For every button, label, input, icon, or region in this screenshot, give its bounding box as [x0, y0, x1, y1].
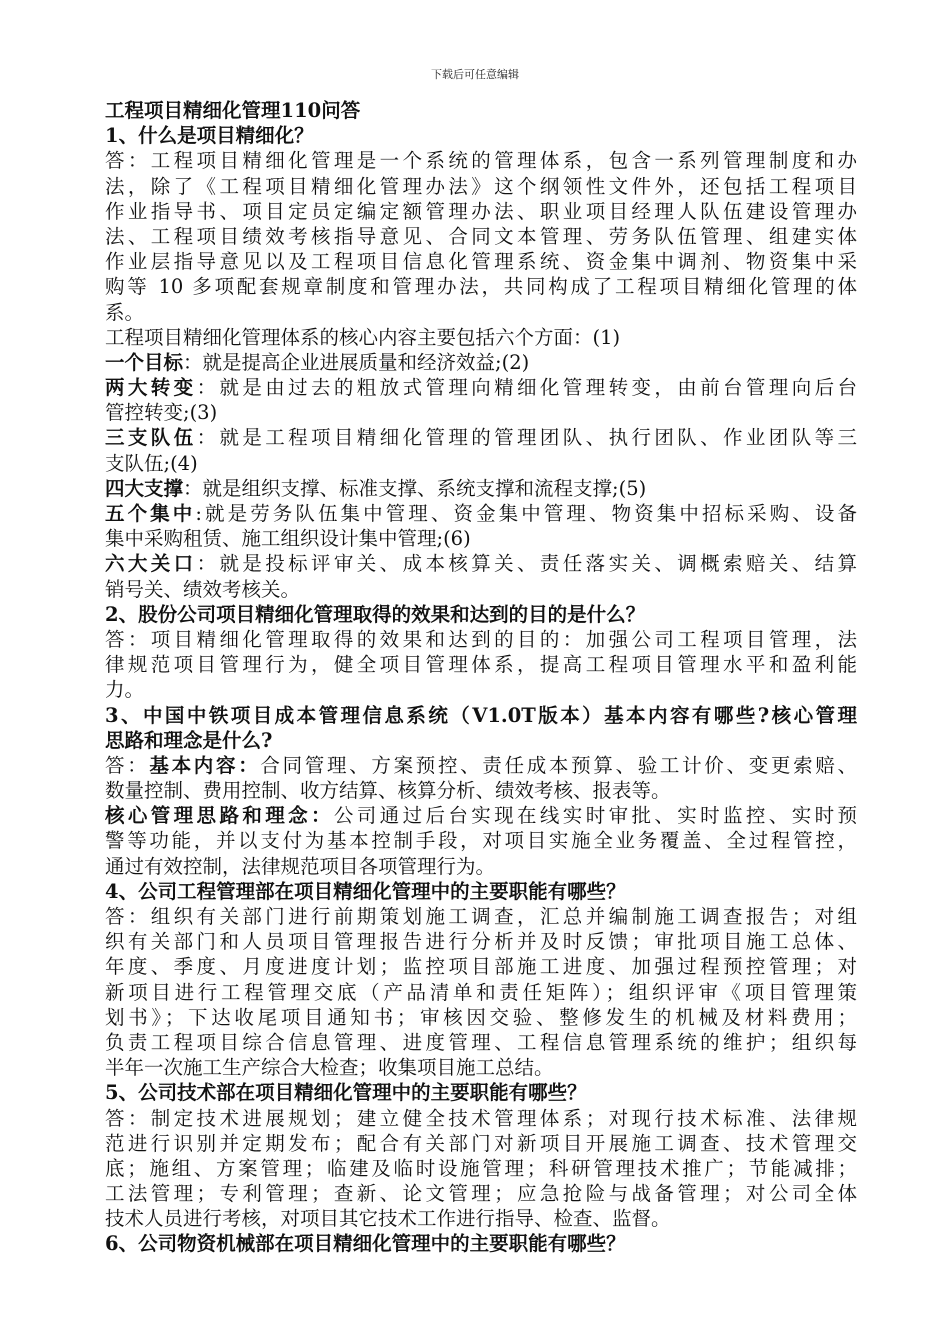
bold-text: 工程项目精细化管理110问答 — [105, 99, 361, 122]
text-line — [105, 1080, 857, 1105]
text-run: 底；施组、方案管理；临建及临时设施管理；科研管理技术推广；节能减排； — [105, 1156, 857, 1180]
text-run: 管控转变;(3) — [105, 401, 218, 425]
text-line — [105, 325, 857, 350]
text-run: 支队伍;(4) — [105, 451, 198, 475]
text-run: 负责工程项目综合信息管理、进度管理、工程信息管理系统的维护；组织每 — [105, 1030, 857, 1054]
bold-text: 1、什么是项目精细化？ — [105, 124, 314, 148]
text-run: 答：组织有关部门进行前期策划施工调查，汇总并编制施工调查报告；对组 — [105, 905, 857, 928]
document-body — [105, 98, 857, 1257]
text-line — [105, 854, 857, 879]
text-run: 合同管理、方案预控、责任成本预算、验工计价、变更索赔、 — [260, 753, 857, 777]
text-line — [105, 1206, 857, 1231]
text-line — [105, 123, 857, 148]
text-line — [105, 728, 857, 753]
text-run: 技术人员进行考核，对项目其它技术工作进行指导、检查、监督。 — [105, 1207, 671, 1231]
text-line — [105, 778, 857, 803]
text-run: 答： — [105, 753, 150, 777]
bold-text: 六大关口 — [105, 552, 197, 576]
text-line — [105, 577, 857, 602]
text-run: ：就是组织支撑、标准支撑、系统支撑和流程支撑;(5) — [183, 476, 647, 500]
text-line — [105, 300, 857, 325]
text-line — [105, 1055, 857, 1080]
text-line — [105, 400, 857, 425]
text-line — [105, 98, 857, 123]
text-run: 工程项目精细化管理体系的核心内容主要包括六个方面：(1) — [105, 325, 621, 349]
bold-text: 3、中国中铁项目成本管理信息系统（V1.0T版本）基本内容有哪些?核心管理 — [105, 703, 857, 727]
text-run: 答：制定技术进展规划；建立健全技术管理体系；对现行技术标准、法律规 — [105, 1106, 857, 1130]
text-line — [105, 954, 857, 979]
text-run: 范进行识别并定期发布；配合有关部门对新项目开展施工调查、技术管理交 — [105, 1131, 857, 1155]
text-run: 律规范项目管理行为，健全项目管理体系，提高工程项目管理水平和盈利能 — [105, 653, 857, 677]
text-line — [105, 350, 857, 375]
text-line — [105, 929, 857, 954]
text-run: 集中采购租赁、施工组织设计集中管理;(6) — [105, 527, 471, 551]
text-run: ：就是投标评审关、成本核算关、责任落实关、调概索赔关、结算 — [196, 552, 857, 576]
bold-text: 两大转变 — [105, 376, 197, 400]
text-line — [105, 652, 857, 677]
text-line — [105, 551, 857, 576]
text-line — [105, 627, 857, 652]
text-line — [105, 174, 857, 199]
text-run: 划书》；下达收尾项目通知书；审核因交验、整修发生的机械及材料费用； — [105, 1005, 857, 1029]
bold-text: 4、公司工程管理部在项目精细化管理中的主要职能有哪些？ — [105, 879, 626, 903]
text-line — [105, 1181, 857, 1206]
bold-text: 基本内容： — [149, 753, 261, 777]
text-line — [105, 1231, 857, 1256]
text-line — [105, 451, 857, 476]
text-run: 半年一次施工生产综合大检查；收集项目施工总结。 — [105, 1056, 554, 1080]
text-run: 通过有效控制，法律规范项目各项管理行为。 — [105, 854, 496, 878]
text-run: ：就是由过去的粗放式管理向精细化管理转变，由前台管理向后台 — [196, 376, 857, 400]
text-run: 数量控制、费用控制、收方结算、核算分析、绩效考核、报表等。 — [105, 779, 671, 803]
text-line — [105, 703, 857, 728]
bold-text: 6、公司物资机械部在项目精细化管理中的主要职能有哪些？ — [105, 1232, 626, 1256]
text-line — [105, 753, 857, 778]
text-run: 销号关、绩效考核关。 — [105, 577, 301, 601]
text-line — [105, 1005, 857, 1030]
text-run: 作业指导书、项目定员定编定额管理办法、职业项目经理人队伍建设管理办 — [105, 199, 857, 223]
text-run: 系。 — [105, 300, 145, 324]
text-run: 织有关部门和人员项目管理报告进行分析并及时反馈；审批项目施工总体、 — [105, 930, 857, 954]
text-line — [105, 602, 857, 627]
text-run: 答：工程项目精细化管理是一个系统的管理体系，包含一系列管理制度和办 — [105, 149, 857, 173]
text-run: 作业层指导意见以及工程项目信息化管理系统、资金集中调剂、物资集中采 — [105, 250, 857, 274]
text-run: :就是劳务队伍集中管理、资金集中管理、物资集中招标采购、设备 — [195, 502, 857, 525]
text-run: 购等 10 多项配套规章制度和管理办法，共同构成了工程项目精细化管理的体 — [105, 275, 857, 299]
text-line — [105, 677, 857, 702]
text-line — [105, 828, 857, 853]
text-line — [105, 199, 857, 224]
text-line — [105, 148, 857, 173]
bold-text: 三支队伍 — [105, 426, 197, 450]
bold-text: 五个集中 — [105, 502, 196, 525]
text-line — [105, 803, 857, 828]
text-run: 公司通过后台实现在线实时审批、实时监控、实时预 — [333, 804, 857, 828]
text-run: 法、工程项目绩效考核指导意见、合同文本管理、劳务队伍管理、组建实体 — [105, 224, 857, 248]
text-line — [105, 274, 857, 299]
bold-text: 思路和理念是什么? — [105, 728, 273, 752]
text-run: 警等功能，并以支付为基本控制手段，对项目实施全业务覆盖、全过程管控， — [105, 829, 857, 853]
text-run: 工法管理；专利管理；查新、论文管理；应急抢险与战备管理；对公司全体 — [105, 1182, 857, 1206]
bold-text: 5、公司技术部在项目精细化管理中的主要职能有哪些？ — [105, 1081, 587, 1105]
page-header: 下载后可任意编辑 — [431, 68, 519, 81]
text-line — [105, 904, 857, 929]
bold-text: 一个目标 — [105, 350, 184, 374]
text-line — [105, 375, 857, 400]
text-line — [105, 1030, 857, 1055]
text-line — [105, 476, 857, 501]
text-run: 法，除了《工程项目精细化管理办法》这个纲领性文件外，还包括工程项目 — [105, 174, 857, 198]
text-line — [105, 249, 857, 274]
text-line — [105, 501, 857, 526]
text-run: 年度、季度、月度进度计划；监控项目部施工进度、加强过程预控管理；对 — [105, 955, 857, 979]
bold-text: 核心管理思路和理念： — [105, 804, 334, 828]
text-line — [105, 879, 857, 904]
text-line — [105, 980, 857, 1005]
text-line — [105, 1131, 857, 1156]
text-line — [105, 1106, 857, 1131]
bold-text: 2、股份公司项目精细化管理取得的效果和达到的目的是什么？ — [105, 602, 646, 626]
text-run: ：就是工程项目精细化管理的管理团队、执行团队、作业团队等三 — [196, 426, 857, 450]
text-line — [105, 526, 857, 551]
text-run: ：就是提高企业进展质量和经济效益;(2) — [183, 350, 530, 374]
text-run: 新项目进行工程管理交底（产品清单和责任矩阵）；组织评审《项目管理策 — [105, 980, 857, 1004]
text-line — [105, 224, 857, 249]
text-run: 答：项目精细化管理取得的效果和达到的目的：加强公司工程项目管理，法 — [105, 627, 857, 651]
bold-text: 四大支撑 — [105, 476, 184, 500]
text-line — [105, 1156, 857, 1181]
text-line — [105, 425, 857, 450]
text-run: 力。 — [105, 678, 145, 702]
